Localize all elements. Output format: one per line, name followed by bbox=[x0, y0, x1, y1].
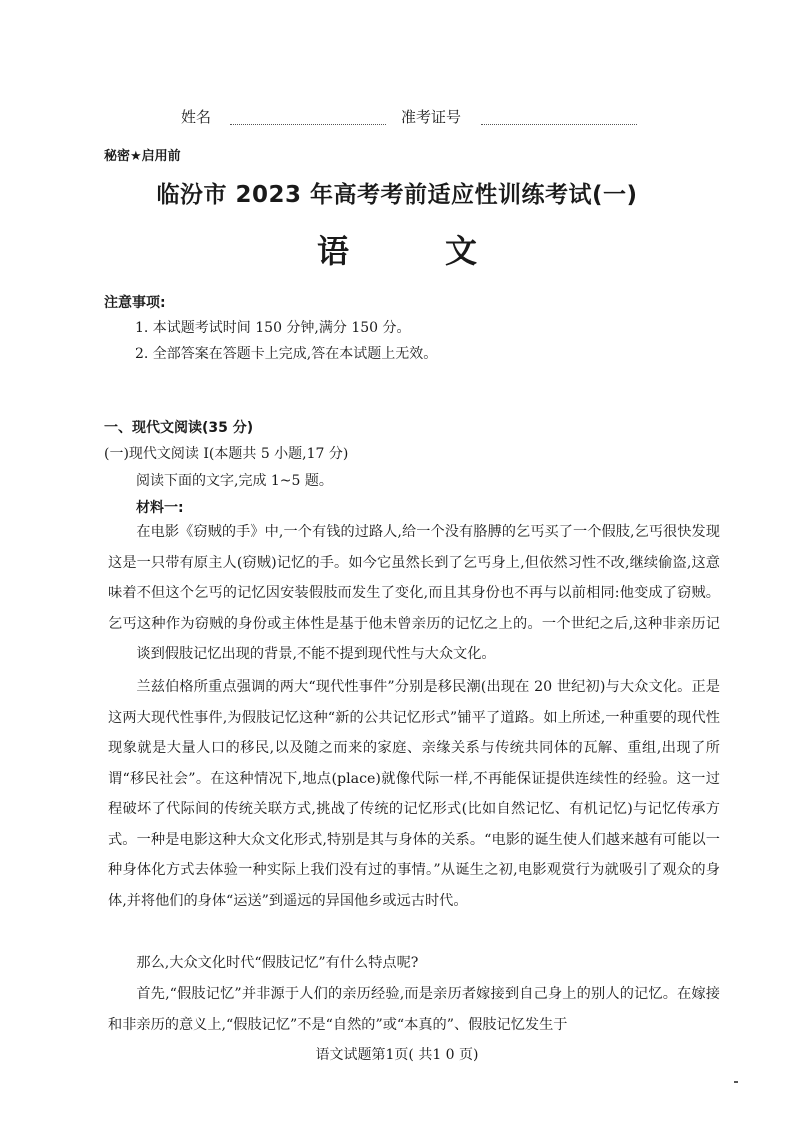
confidential-mark: 秘密★启用前 bbox=[104, 149, 181, 164]
paragraph-2: 谈到假肢记忆出现的背景,不能不提到现代性与大众文化。 bbox=[136, 646, 496, 662]
name-underline bbox=[230, 124, 386, 125]
exam-id-label: 准考证号 bbox=[401, 108, 462, 126]
exam-id-underline bbox=[481, 124, 637, 125]
paragraph-5: 首先,“假肢记忆”并非源于人们的亲历经验,而是亲历者嫁接到自己身上的别人的记忆。在嫁接和非亲历的意义上,“假肢记忆”不是“自然的”或“本真的”、假肢记忆发生于 bbox=[108, 986, 720, 1033]
subject-title: 语 文 bbox=[316, 232, 477, 270]
scan-speck bbox=[734, 1081, 738, 1083]
paragraph-3: 兰兹伯格所重点强调的两大“现代性事件”分别是移民潮(出现在 20 世纪初)与大众文化。正是这两大现代性事件,为假肢记忆这种“新的公共记忆形式”铺平了道路。如上所述,一种重要的现代性现象就是大量人口的移民,以及随之而来的家庭、亲缘关系与传统共同体的瓦解、重组,出现了所谓“移民社会”。在这种情况下,地点(place)就像代际一样,不再能保证提供连续性的经验。这一过程破坏了代际间的传统关联方式,挑战了传统的记忆形式(比如自然记忆、有机记忆)与记忆传承方式。一种是电影这种大众文化形式,特别是其与身体的关系。“电影的诞生使人们越来越有可能以一种身体化方式去体验一种实际上我们没有过的事情。”从诞生之初,电影观赏行为就吸引了观众的身体,并将他们的身体“运送”到遥远的异国他乡或远古时代。 bbox=[108, 679, 720, 909]
page-footer: 语文试题第1页( 共1 0 页) bbox=[315, 1047, 479, 1063]
section-subheading: (一)现代文阅读 I(本题共 5 小题,17 分) bbox=[104, 446, 349, 462]
paragraph-1: 在电影《窃贼的手》中,一个有钱的过路人,给一个没有胳膊的乞丐买了一个假肢,乞丐很快发现这是一只带有原主人(窃贼)记忆的手。如今它虽然长到了乞丐身上,但依然习性不改,继续偷盗,这意味着不但这个乞丐的记忆因安装假肢而发生了变化,而且其身份也不再与以前相同:他变成了窃贼。乞丐这种作为窃贼的身份或主体性是基于他未曾亲历的记忆之上的。一个世纪之后,这种非亲历记 bbox=[108, 524, 720, 632]
section-heading: 一、现代文阅读(35 分) bbox=[104, 420, 254, 436]
notes-item-1: 1. 本试题考试时间 150 分钟,满分 150 分。 bbox=[135, 320, 411, 336]
exam-title: 临汾市 2023 年高考考前适应性训练考试(一) bbox=[156, 182, 638, 208]
notes-item-2: 2. 全部答案在答题卡上完成,答在本试题上无效。 bbox=[135, 346, 438, 362]
paragraph-4: 那么,大众文化时代“假肢记忆”有什么特点呢? bbox=[136, 955, 419, 971]
material-label: 材料一: bbox=[136, 500, 184, 516]
reading-instruction: 阅读下面的文字,完成 1~5 题。 bbox=[136, 473, 333, 489]
notes-heading: 注意事项: bbox=[104, 295, 166, 311]
name-label: 姓名 bbox=[181, 108, 212, 126]
